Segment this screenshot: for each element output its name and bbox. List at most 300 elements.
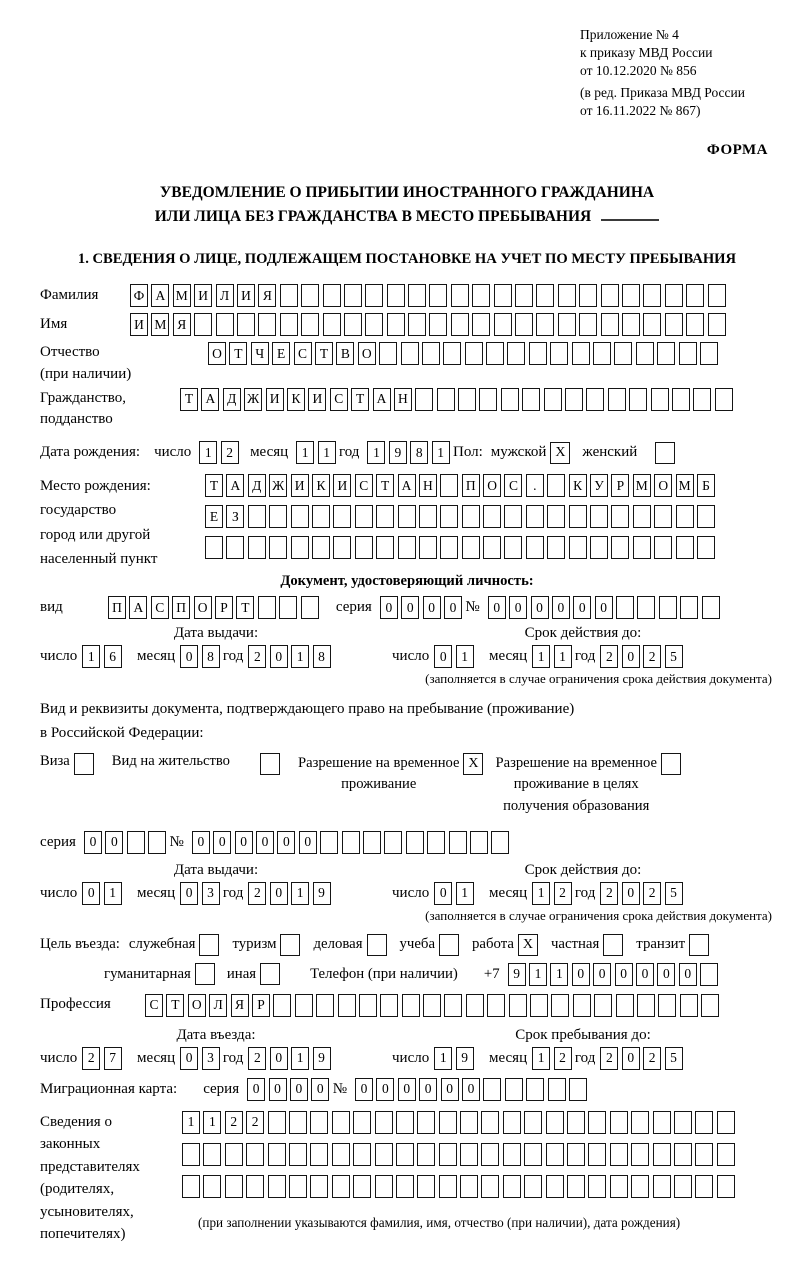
char-cell[interactable] [631,1143,649,1166]
char-cell[interactable] [203,1175,221,1198]
char-cell[interactable]: Л [216,284,234,307]
option-residence-permit-checkbox[interactable] [260,753,280,775]
char-cell[interactable]: М [676,474,694,497]
char-cell[interactable] [674,1143,692,1166]
char-cell[interactable] [466,994,484,1017]
char-cell[interactable] [269,505,287,528]
char-cell[interactable] [439,1143,457,1166]
char-cell[interactable] [472,284,490,307]
char-cell[interactable]: 0 [299,831,317,854]
char-cell[interactable]: 0 [269,1078,287,1101]
char-cell[interactable] [483,505,501,528]
char-cell[interactable]: С [504,474,522,497]
char-cell[interactable]: Д [223,388,241,411]
char-cell[interactable] [423,994,441,1017]
char-cell[interactable]: А [129,596,147,619]
char-cell[interactable]: 0 [270,1047,288,1070]
char-cell[interactable] [338,994,356,1017]
char-cell[interactable] [633,505,651,528]
char-cell[interactable] [611,505,629,528]
char-cell[interactable]: 1 [291,882,309,905]
char-cell[interactable]: О [188,994,206,1017]
char-cell[interactable] [182,1143,200,1166]
char-cell[interactable] [680,596,698,619]
char-cell[interactable]: 0 [401,596,419,619]
char-cell[interactable]: 9 [389,441,407,464]
char-cell[interactable]: Т [180,388,198,411]
char-cell[interactable] [439,1111,457,1134]
char-cell[interactable] [387,284,405,307]
option-temp-residence-checkbox[interactable]: X [463,753,483,775]
char-cell[interactable] [654,505,672,528]
char-cell[interactable]: Д [248,474,266,497]
char-cell[interactable] [323,313,341,336]
char-cell[interactable] [316,994,334,1017]
char-cell[interactable] [365,313,383,336]
char-cell[interactable] [355,536,373,559]
char-cell[interactable] [460,1111,478,1134]
char-cell[interactable] [654,536,672,559]
char-cell[interactable] [194,313,212,336]
char-cell[interactable] [567,1111,585,1134]
char-cell[interactable] [643,284,661,307]
char-cell[interactable] [396,1175,414,1198]
char-cell[interactable]: А [201,388,219,411]
char-cell[interactable] [665,313,683,336]
char-cell[interactable]: 0 [180,645,198,668]
char-cell[interactable]: З [226,505,244,528]
char-cell[interactable] [295,994,313,1017]
char-cell[interactable]: Р [215,596,233,619]
char-cell[interactable] [451,313,469,336]
char-cell[interactable] [522,388,540,411]
char-cell[interactable] [610,1111,628,1134]
char-cell[interactable] [507,342,525,365]
char-cell[interactable]: 0 [572,963,590,986]
char-cell[interactable] [387,313,405,336]
char-cell[interactable] [631,1111,649,1134]
char-cell[interactable] [601,284,619,307]
char-cell[interactable]: 0 [192,831,210,854]
char-cell[interactable] [332,1143,350,1166]
char-cell[interactable] [524,1175,542,1198]
char-cell[interactable] [483,1078,501,1101]
char-cell[interactable] [379,342,397,365]
char-cell[interactable] [301,596,319,619]
char-cell[interactable] [588,1143,606,1166]
purpose-tourism-checkbox[interactable] [280,934,300,956]
char-cell[interactable] [408,313,426,336]
char-cell[interactable]: 1 [529,963,547,986]
char-cell[interactable] [501,388,519,411]
char-cell[interactable]: 1 [456,882,474,905]
char-cell[interactable] [657,342,675,365]
char-cell[interactable]: 2 [600,645,618,668]
char-cell[interactable] [310,1175,328,1198]
char-cell[interactable] [470,831,488,854]
char-cell[interactable]: Р [252,994,270,1017]
char-cell[interactable]: 1 [104,882,122,905]
char-cell[interactable]: 3 [202,1047,220,1070]
char-cell[interactable]: 1 [296,441,314,464]
char-cell[interactable] [494,284,512,307]
char-cell[interactable]: П [462,474,480,497]
char-cell[interactable] [547,536,565,559]
char-cell[interactable]: К [287,388,305,411]
char-cell[interactable] [665,284,683,307]
char-cell[interactable] [715,388,733,411]
char-cell[interactable] [203,1143,221,1166]
char-cell[interactable] [717,1111,735,1134]
char-cell[interactable]: Т [315,342,333,365]
char-cell[interactable] [653,1175,671,1198]
char-cell[interactable] [417,1111,435,1134]
char-cell[interactable] [536,313,554,336]
char-cell[interactable]: 1 [367,441,385,464]
char-cell[interactable] [701,994,719,1017]
char-cell[interactable] [440,536,458,559]
char-cell[interactable]: Т [205,474,223,497]
char-cell[interactable] [246,1175,264,1198]
char-cell[interactable] [700,342,718,365]
char-cell[interactable] [601,313,619,336]
char-cell[interactable] [610,1175,628,1198]
char-cell[interactable] [449,831,467,854]
char-cell[interactable]: 2 [643,882,661,905]
char-cell[interactable] [672,388,690,411]
char-cell[interactable]: Я [258,284,276,307]
char-cell[interactable] [686,313,704,336]
char-cell[interactable]: 1 [203,1111,221,1134]
char-cell[interactable] [695,1175,713,1198]
char-cell[interactable] [697,505,715,528]
char-cell[interactable] [569,536,587,559]
char-cell[interactable] [526,1078,544,1101]
char-cell[interactable]: И [266,388,284,411]
char-cell[interactable]: 0 [636,963,654,986]
char-cell[interactable]: 0 [657,963,675,986]
char-cell[interactable] [312,536,330,559]
char-cell[interactable] [460,1175,478,1198]
char-cell[interactable] [216,313,234,336]
char-cell[interactable]: 9 [313,882,331,905]
char-cell[interactable] [225,1143,243,1166]
char-cell[interactable]: 2 [225,1111,243,1134]
char-cell[interactable]: 1 [532,1047,550,1070]
char-cell[interactable]: 0 [423,596,441,619]
char-cell[interactable] [237,313,255,336]
char-cell[interactable] [569,505,587,528]
char-cell[interactable]: 2 [643,1047,661,1070]
char-cell[interactable]: 2 [643,645,661,668]
char-cell[interactable] [429,284,447,307]
char-cell[interactable] [503,1175,521,1198]
char-cell[interactable]: 0 [311,1078,329,1101]
char-cell[interactable]: К [569,474,587,497]
char-cell[interactable]: 0 [509,596,527,619]
char-cell[interactable] [406,831,424,854]
char-cell[interactable] [365,284,383,307]
char-cell[interactable]: 1 [291,1047,309,1070]
char-cell[interactable] [565,388,583,411]
char-cell[interactable] [375,1143,393,1166]
char-cell[interactable]: Т [236,596,254,619]
char-cell[interactable]: 0 [679,963,697,986]
purpose-humanitarian-checkbox[interactable] [195,963,215,985]
char-cell[interactable]: О [208,342,226,365]
char-cell[interactable] [226,536,244,559]
char-cell[interactable] [491,831,509,854]
char-cell[interactable]: 1 [456,645,474,668]
char-cell[interactable] [333,505,351,528]
char-cell[interactable] [579,313,597,336]
char-cell[interactable]: 1 [554,645,572,668]
char-cell[interactable] [375,1111,393,1134]
char-cell[interactable] [524,1111,542,1134]
char-cell[interactable]: 0 [213,831,231,854]
char-cell[interactable]: 0 [552,596,570,619]
char-cell[interactable]: И [333,474,351,497]
char-cell[interactable] [529,342,547,365]
char-cell[interactable]: 1 [532,882,550,905]
char-cell[interactable]: А [373,388,391,411]
purpose-business-checkbox[interactable] [367,934,387,956]
char-cell[interactable] [588,1111,606,1134]
char-cell[interactable] [427,831,445,854]
char-cell[interactable] [273,994,291,1017]
char-cell[interactable]: 1 [532,645,550,668]
char-cell[interactable]: Ж [244,388,262,411]
char-cell[interactable]: И [291,474,309,497]
char-cell[interactable]: О [483,474,501,497]
char-cell[interactable]: 0 [622,882,640,905]
char-cell[interactable] [567,1143,585,1166]
char-cell[interactable] [526,505,544,528]
char-cell[interactable] [332,1175,350,1198]
char-cell[interactable]: 0 [595,596,613,619]
char-cell[interactable] [440,474,458,497]
char-cell[interactable]: Я [173,313,191,336]
char-cell[interactable]: 5 [665,1047,683,1070]
char-cell[interactable] [702,596,720,619]
char-cell[interactable] [353,1175,371,1198]
char-cell[interactable]: 0 [355,1078,373,1101]
char-cell[interactable]: 0 [376,1078,394,1101]
char-cell[interactable] [148,831,166,854]
char-cell[interactable]: 0 [180,1047,198,1070]
char-cell[interactable]: 0 [256,831,274,854]
char-cell[interactable]: 0 [444,596,462,619]
char-cell[interactable]: 8 [313,645,331,668]
char-cell[interactable]: 3 [202,882,220,905]
char-cell[interactable] [402,994,420,1017]
char-cell[interactable]: С [330,388,348,411]
char-cell[interactable]: С [355,474,373,497]
char-cell[interactable]: 0 [488,596,506,619]
char-cell[interactable]: 0 [270,882,288,905]
char-cell[interactable] [637,596,655,619]
char-cell[interactable] [573,994,591,1017]
char-cell[interactable] [494,313,512,336]
char-cell[interactable] [439,1175,457,1198]
gender-female-checkbox[interactable] [655,442,675,464]
char-cell[interactable] [594,994,612,1017]
char-cell[interactable] [289,1111,307,1134]
purpose-study-checkbox[interactable] [439,934,459,956]
char-cell[interactable]: Л [209,994,227,1017]
char-cell[interactable] [658,994,676,1017]
char-cell[interactable]: П [172,596,190,619]
char-cell[interactable]: 9 [456,1047,474,1070]
char-cell[interactable] [320,831,338,854]
char-cell[interactable] [586,388,604,411]
char-cell[interactable]: Т [351,388,369,411]
char-cell[interactable]: Т [229,342,247,365]
char-cell[interactable] [380,994,398,1017]
char-cell[interactable] [398,505,416,528]
char-cell[interactable] [631,1175,649,1198]
char-cell[interactable] [248,536,266,559]
char-cell[interactable] [359,994,377,1017]
char-cell[interactable] [546,1143,564,1166]
char-cell[interactable] [417,1143,435,1166]
char-cell[interactable] [590,536,608,559]
char-cell[interactable] [558,313,576,336]
char-cell[interactable]: Р [611,474,629,497]
char-cell[interactable] [636,342,654,365]
char-cell[interactable] [258,596,276,619]
char-cell[interactable] [695,1143,713,1166]
char-cell[interactable] [550,342,568,365]
char-cell[interactable] [695,1111,713,1134]
char-cell[interactable]: 0 [277,831,295,854]
char-cell[interactable]: 0 [462,1078,480,1101]
char-cell[interactable]: 5 [665,645,683,668]
char-cell[interactable] [479,388,497,411]
char-cell[interactable]: 2 [554,1047,572,1070]
char-cell[interactable] [269,536,287,559]
char-cell[interactable]: 1 [182,1111,200,1134]
char-cell[interactable] [653,1111,671,1134]
char-cell[interactable] [659,596,677,619]
char-cell[interactable]: О [194,596,212,619]
char-cell[interactable]: 2 [600,882,618,905]
char-cell[interactable] [268,1111,286,1134]
char-cell[interactable] [546,1175,564,1198]
char-cell[interactable] [182,1175,200,1198]
char-cell[interactable] [353,1111,371,1134]
char-cell[interactable]: 1 [318,441,336,464]
char-cell[interactable]: 0 [622,645,640,668]
char-cell[interactable]: 1 [291,645,309,668]
char-cell[interactable] [697,536,715,559]
char-cell[interactable] [443,342,461,365]
char-cell[interactable] [301,284,319,307]
char-cell[interactable] [333,536,351,559]
char-cell[interactable]: Ф [130,284,148,307]
char-cell[interactable] [396,1143,414,1166]
char-cell[interactable]: И [237,284,255,307]
char-cell[interactable]: 2 [554,882,572,905]
char-cell[interactable]: И [194,284,212,307]
char-cell[interactable]: 0 [270,645,288,668]
char-cell[interactable] [483,536,501,559]
char-cell[interactable]: 1 [82,645,100,668]
char-cell[interactable]: 0 [615,963,633,986]
char-cell[interactable]: 0 [84,831,102,854]
char-cell[interactable]: 6 [104,645,122,668]
char-cell[interactable] [246,1143,264,1166]
char-cell[interactable]: 2 [600,1047,618,1070]
char-cell[interactable]: Е [272,342,290,365]
char-cell[interactable]: Н [394,388,412,411]
char-cell[interactable]: Ж [269,474,287,497]
char-cell[interactable] [355,505,373,528]
char-cell[interactable] [547,474,565,497]
purpose-transit-checkbox[interactable] [689,934,709,956]
char-cell[interactable] [289,1175,307,1198]
char-cell[interactable] [503,1143,521,1166]
char-cell[interactable] [569,1078,587,1101]
char-cell[interactable] [544,388,562,411]
char-cell[interactable]: К [312,474,330,497]
char-cell[interactable] [415,388,433,411]
char-cell[interactable] [629,388,647,411]
char-cell[interactable]: С [294,342,312,365]
char-cell[interactable] [310,1111,328,1134]
char-cell[interactable] [396,1111,414,1134]
char-cell[interactable] [332,1111,350,1134]
char-cell[interactable] [567,1175,585,1198]
char-cell[interactable] [291,536,309,559]
char-cell[interactable] [530,994,548,1017]
char-cell[interactable]: 0 [247,1078,265,1101]
char-cell[interactable]: 0 [419,1078,437,1101]
char-cell[interactable] [637,994,655,1017]
purpose-official-checkbox[interactable] [199,934,219,956]
char-cell[interactable]: 0 [593,963,611,986]
char-cell[interactable] [291,505,309,528]
char-cell[interactable] [472,313,490,336]
char-cell[interactable]: 2 [248,882,266,905]
char-cell[interactable] [268,1175,286,1198]
char-cell[interactable]: 8 [410,441,428,464]
purpose-work-checkbox[interactable]: X [518,934,538,956]
char-cell[interactable] [481,1111,499,1134]
char-cell[interactable] [375,1175,393,1198]
char-cell[interactable] [225,1175,243,1198]
char-cell[interactable] [289,1143,307,1166]
char-cell[interactable] [342,831,360,854]
char-cell[interactable] [614,342,632,365]
char-cell[interactable] [465,342,483,365]
char-cell[interactable] [547,505,565,528]
char-cell[interactable] [417,1175,435,1198]
char-cell[interactable] [590,505,608,528]
char-cell[interactable]: М [151,313,169,336]
char-cell[interactable] [679,342,697,365]
purpose-private-checkbox[interactable] [603,934,623,956]
char-cell[interactable]: 0 [180,882,198,905]
char-cell[interactable] [680,994,698,1017]
char-cell[interactable] [376,505,394,528]
char-cell[interactable] [205,536,223,559]
char-cell[interactable]: Е [205,505,223,528]
char-cell[interactable]: 0 [235,831,253,854]
char-cell[interactable]: М [633,474,651,497]
char-cell[interactable] [344,284,362,307]
char-cell[interactable]: 0 [398,1078,416,1101]
